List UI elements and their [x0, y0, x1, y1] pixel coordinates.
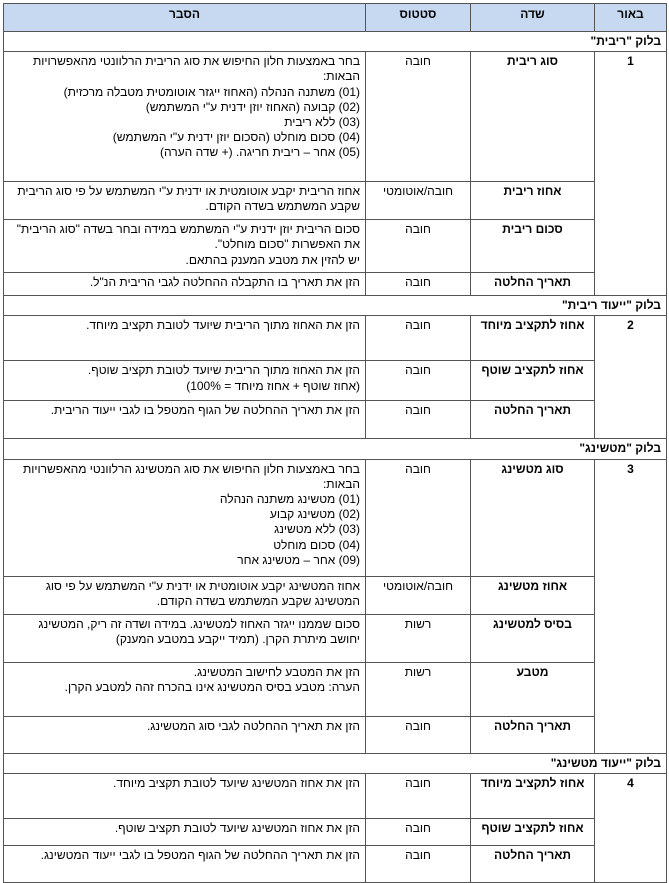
description-line: (03) ללא ריבית: [284, 115, 360, 130]
description-line: (אחוז שוטף + אחוז מיוחד = 100%): [186, 378, 360, 393]
description-line: הזן את המטבע לחישוב המטשינג.: [193, 664, 360, 679]
spec-table: [3, 3, 667, 883]
field-description: [4, 273, 366, 296]
table-row: [4, 361, 667, 401]
header-explain: הסבר: [4, 4, 366, 32]
description-line: סכום הריבית יוזן ידנית ע"י המשתמש במידה ובחר בשדה "סוג הריבית" את האפשרות "סכום מוחלט".: [16, 222, 360, 252]
description-line: יש להזין את מטבע המענק בהתאם.: [185, 252, 360, 267]
field-name: אחוז מטשינג: [471, 576, 595, 614]
field-name: תאריך החלטה: [471, 273, 595, 296]
field-description: [4, 220, 366, 273]
description-line: (01) מטשינג משתנה הנהלה: [219, 492, 360, 507]
field-name: סוג מטשינג: [471, 459, 595, 576]
description-line: (05) אחר – ריבית חריגה. (+ שדה הערה): [160, 145, 360, 160]
description-line: אחוז המטשינג יקבע אוטומטית או ידנית ע"י המשתמש על פי סוג המטשינג שקבע המשתמש בשדה הקודם.: [45, 578, 360, 608]
header-status: סטטוס: [366, 4, 471, 32]
field-name: בסיס למטשינג: [471, 614, 595, 662]
field-status: רשות: [366, 662, 471, 716]
table-row: [4, 716, 667, 753]
field-name: אחוז לתקציב מיוחד: [471, 773, 595, 818]
field-status: חובה: [366, 818, 471, 845]
description-line: (09) אחר – מטשינג אחר: [237, 552, 360, 567]
table-row: [4, 182, 667, 220]
description-line: (04) סכום מוחלט (הסכום יוזן ידנית ע"י המשתמש): [112, 130, 360, 145]
field-status: חובה: [366, 273, 471, 296]
field-name: סכום ריבית: [471, 220, 595, 273]
field-description: [4, 182, 366, 220]
field-name: תאריך החלטה: [471, 401, 595, 439]
description-line: הערה: מטבע בסיס המטשינג אינו בהכרח זהה למטבע הקרן.: [64, 679, 360, 694]
table-row: [4, 316, 667, 361]
field-status: חובה: [366, 401, 471, 439]
field-status: חובה/אוטומטי: [366, 182, 471, 220]
field-description: [4, 459, 366, 576]
field-description: [4, 662, 366, 716]
field-status: חובה: [366, 459, 471, 576]
block-title: בלוק "ייעוד מטשינג": [4, 753, 667, 773]
description-line: סכום שממנו ייגזר האחוז למטשינג. במידה ושדה זה ריק, המטשינג יחושב מיתרת הקרן. (תמיד ייקבע במטבע המענק): [38, 616, 360, 646]
description-line: הזן את תאריך ההחלטה של הגוף המטפל בו לגבי ייעוד המטשינג.: [40, 847, 360, 862]
field-description: [4, 316, 366, 361]
table-row: [4, 818, 667, 845]
field-status: חובה: [366, 52, 471, 182]
description-line: בחר באמצעות חלון החיפוש את סוג הריבית הרלוונטי מהאפשרויות הבאות:: [33, 54, 360, 84]
field-description: [4, 576, 366, 614]
block-title-row: [4, 296, 667, 316]
description-line: (02) מטשינג קבוע: [269, 507, 360, 522]
block-index: 3: [595, 459, 667, 753]
field-status: חובה: [366, 220, 471, 273]
description-line: הזן את האחוז מתוך הריבית שיועד לטובת תקציב מיוחד.: [86, 318, 360, 333]
header-row: [4, 4, 667, 32]
table-row: [4, 220, 667, 273]
field-description: [4, 361, 366, 401]
field-description: [4, 52, 366, 182]
description-line: בחר באמצעות חלון החיפוש את סוג המטשינג הרלוונטי מהאפשרויות הבאות:: [22, 461, 360, 491]
field-name: אחוז לתקציב שוטף: [471, 818, 595, 845]
field-status: חובה: [366, 845, 471, 882]
block-title: בלוק "ייעוד ריבית": [4, 296, 667, 316]
field-description: [4, 614, 366, 662]
field-description: [4, 845, 366, 882]
description-line: הזן את תאריך ההחלטה של הגוף המטפל בו לגבי ייעוד הריבית.: [50, 403, 360, 418]
field-name: תאריך החלטה: [471, 845, 595, 882]
block-title: בלוק "ריבית": [4, 32, 667, 52]
field-name: תאריך החלטה: [471, 716, 595, 753]
field-status: חובה: [366, 773, 471, 818]
field-name: אחוז לתקציב מיוחד: [471, 316, 595, 361]
table-row: [4, 52, 667, 182]
table-row: [4, 845, 667, 882]
field-description: [4, 716, 366, 753]
table-row: [4, 576, 667, 614]
field-name: אחוז לתקציב שוטף: [471, 361, 595, 401]
block-index: 2: [595, 316, 667, 439]
block-title-row: [4, 439, 667, 459]
field-description: [4, 818, 366, 845]
table-row: [4, 273, 667, 296]
field-name: סוג ריבית: [471, 52, 595, 182]
block-title: בלוק "מטשינג": [4, 439, 667, 459]
block-index: 4: [595, 773, 667, 882]
description-line: (04) סכום מוחלט: [273, 537, 360, 552]
field-name: מטבע: [471, 662, 595, 716]
field-status: חובה: [366, 716, 471, 753]
table-row: [4, 662, 667, 716]
description-line: הזן את אחוז המטשינג שיועד לטובת תקציב מיוחד.: [113, 775, 360, 790]
description-line: הזן את אחוז המטשינג שיועד לטובת תקציב שוטף.: [114, 820, 360, 835]
table-row: [4, 459, 667, 576]
field-status: חובה: [366, 316, 471, 361]
field-name: אחוז ריבית: [471, 182, 595, 220]
table-row: [4, 614, 667, 662]
field-status: חובה: [366, 361, 471, 401]
description-line: הזן את תאריך ההחלטה לגבי סוג המטשינג.: [146, 718, 360, 733]
block-index: 1: [595, 52, 667, 296]
table-row: [4, 401, 667, 439]
field-status: חובה/אוטומטי: [366, 576, 471, 614]
description-line: (02) קבועה (האחוז יוזן ידנית ע"י המשתמש): [145, 99, 360, 114]
description-line: (03) ללא מטשינג: [274, 522, 360, 537]
table-row: [4, 773, 667, 818]
description-line: הזן את תאריך בו התקבלה ההחלטה לגבי הריבית הנ"ל.: [89, 275, 360, 290]
description-line: אחוז הריבית יקבע אוטומטית או ידנית ע"י המשתמש על פי סוג הריבית שקבע המשתמש בשדה הקודם.: [17, 184, 360, 214]
block-title-row: [4, 32, 667, 52]
field-description: [4, 401, 366, 439]
header-field: שדה: [471, 4, 595, 32]
field-status: רשות: [366, 614, 471, 662]
block-title-row: [4, 753, 667, 773]
description-line: (01) משתנה הנהלה (האחוז ייגזר אוטומטית מטבלה מרכזית): [63, 84, 360, 99]
field-description: [4, 773, 366, 818]
description-line: הזן את האחוז מתוך הריבית שיועד לטובת תקציב שוטף.: [87, 363, 360, 378]
header-index: באור: [595, 4, 667, 32]
